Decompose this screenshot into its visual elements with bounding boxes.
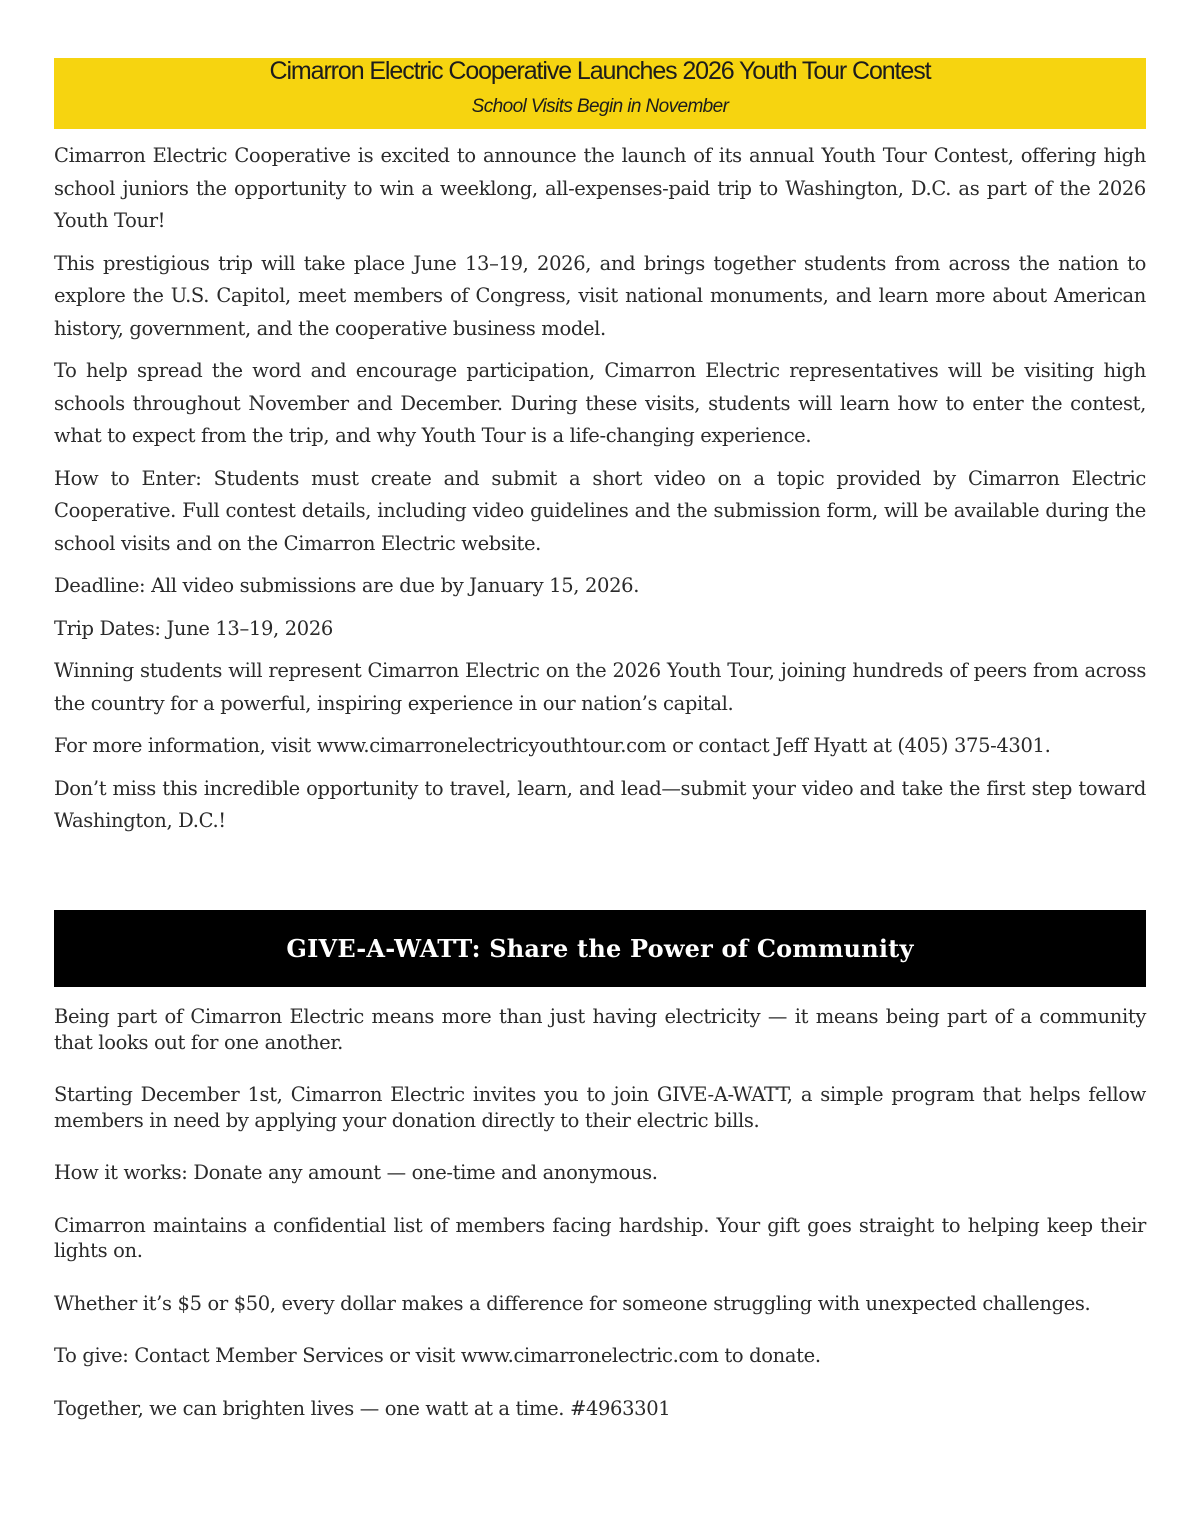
give-a-watt-paragraph-start: Starting December 1st, Cimarron Electric invites you to join GIVE-A-WATT, a simple program that helps fellow members in need by applying your donation directly to their electric bills. [54, 1083, 1146, 1132]
give-a-watt-header-banner: GIVE-A-WATT: Share the Power of Community [54, 910, 1146, 987]
give-a-watt-paragraph-intro: Being part of Cimarron Electric means more than just having electricity — it means being part of a community that looks out for one another. [54, 1005, 1146, 1054]
youth-tour-paragraph-how-to-enter: How to Enter: Students must create and submit a short video on a topic provided by Cimarron Electric Cooperative. Full contest details, including video guidelines and the submission form, will be available during the school visits and on the Cimarron Electric website. [54, 466, 1146, 555]
give-a-watt-article [54, 1004, 1146, 1448]
youth-tour-paragraph-contact: For more information, visit www.cimarronelectricyouthtour.com or contact Jeff Hyatt at (405) 375-4301. [54, 734, 1051, 757]
youth-tour-header-banner [54, 58, 1146, 129]
give-a-watt-paragraph-closing: Together, we can brighten lives — one watt at a time. #4963301 [54, 1396, 671, 1420]
youth-tour-article [54, 58, 1146, 848]
youth-tour-paragraph-winners: Winning students will represent Cimarron Electric on the 2026 Youth Tour, joining hundreds of peers from across the country for a powerful, inspiring experience in our nation’s capital. [54, 659, 1146, 715]
give-a-watt-paragraph-confidential: Cimarron maintains a confidential list of members facing hardship. Your gift goes straight to helping keep their lights on. [54, 1213, 1146, 1262]
youth-tour-paragraph-intro: Cimarron Electric Cooperative is excited to announce the launch of its annual Youth Tour Contest, offering high school juniors the opportunity to win a weeklong, all-expenses-paid trip to Washington, D.C. as part of the 2026 Youth Tour! [54, 144, 1146, 232]
give-a-watt-paragraph-how-it-works: How it works: Donate any amount — one-time and anonymous. [54, 1161, 658, 1184]
give-a-watt-paragraph-to-give: To give: Contact Member Services or visit www.cimarronelectric.com to donate. [54, 1344, 821, 1367]
youth-tour-paragraph-closing: Don’t miss this incredible opportunity to travel, learn, and lead—submit your video and take the first step toward Washington, D.C.! [54, 776, 1146, 832]
youth-tour-body [54, 140, 1146, 838]
youth-tour-subheadline: School Visits Begin in November [471, 96, 729, 117]
youth-tour-paragraph-trip: This prestigious trip will take place June 13–19, 2026, and brings together students from across the nation to explore the U.S. Capitol, meet members of Congress, visit national monuments, and learn more about American history, government, and the cooperative business model. [54, 251, 1146, 340]
youth-tour-paragraph-visits: To help spread the word and encourage participation, Cimarron Electric representatives will be visiting high schools throughout November and December. During these visits, students will learn how to enter the contest, what to expect from the trip, and why Youth Tour is a life-changing experience. [54, 359, 1146, 447]
give-a-watt-paragraph-every-dollar: Whether it’s $5 or $50, every dollar makes a difference for someone struggling with unexpected challenges. [54, 1291, 1091, 1315]
youth-tour-paragraph-trip-dates: Trip Dates: June 13–19, 2026 [54, 616, 333, 640]
youth-tour-headline: Cimarron Electric Cooperative Launches 2026 Youth Tour Contest [269, 57, 931, 85]
youth-tour-paragraph-deadline: Deadline: All video submissions are due by January 15, 2026. [54, 574, 640, 597]
